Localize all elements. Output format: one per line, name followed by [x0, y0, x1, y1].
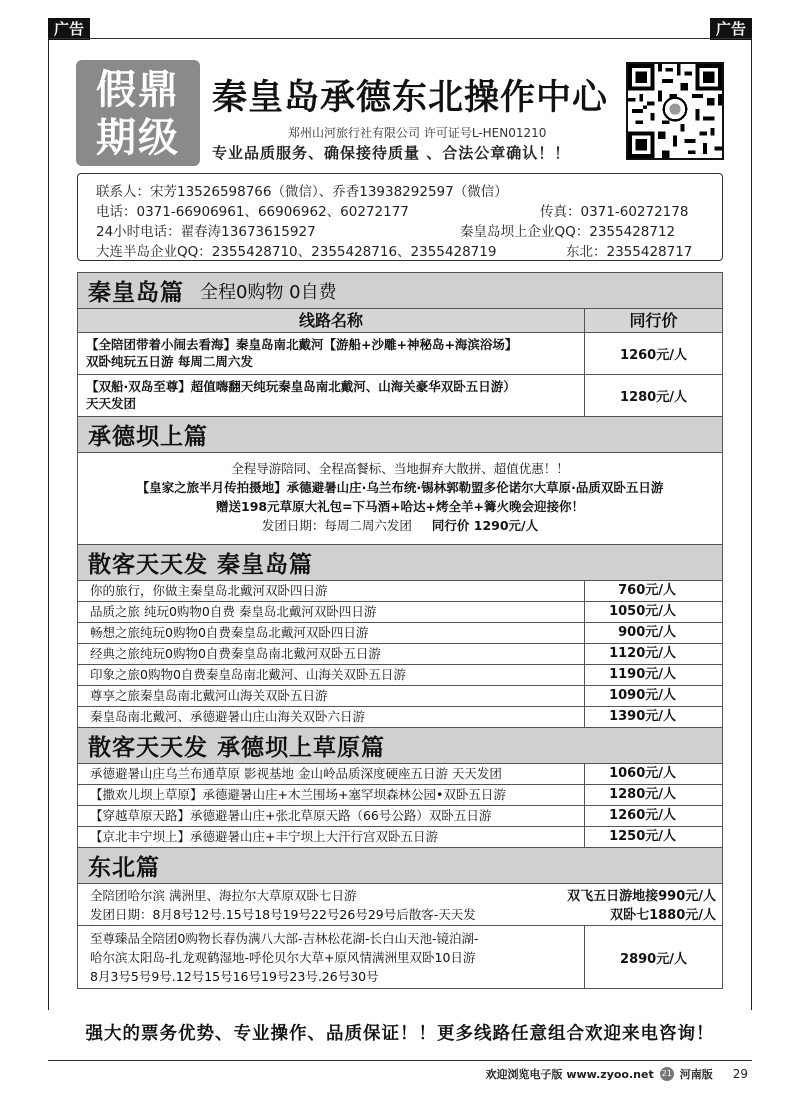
route-name: 畅想之旅纯玩0购物0自费秦皇岛北戴河双卧四日游: [78, 623, 585, 643]
edition-label: 河南版: [679, 1068, 713, 1081]
company-name: 郑州山河旅行社有限公司 许可证号L-HEN01210: [288, 126, 547, 140]
route-line: 【全陪团带着小闹去看海】秦皇岛南北戴河【游船+沙雕+神秘岛+海滨浴场】: [86, 337, 518, 352]
route-price: 1390元/人: [609, 709, 676, 724]
section-header-daily-chengde: [77, 727, 723, 763]
logo-line-2: 期级: [96, 114, 180, 161]
route-name: 【京北丰宁坝上】承德避暑山庄+丰宁坝上大汗行宫双卧五日游: [78, 827, 585, 847]
table-row: [77, 784, 723, 805]
table-row: [77, 763, 723, 784]
route-price: 1280元/人: [620, 390, 687, 405]
section-title: 承德坝上篇: [88, 424, 208, 450]
route-price: 双飞五日游地接990元/人: [567, 889, 716, 904]
table-row: [77, 826, 723, 847]
table-row: [77, 622, 723, 643]
bottom-rule: [48, 1060, 752, 1061]
route-price: 1280元/人: [609, 787, 676, 802]
browse-link[interactable]: 欢迎浏览电子版 www.zyoo.net: [485, 1068, 654, 1081]
route-price: 1090元/人: [609, 688, 676, 703]
promo-line: 全程导游陪同、全程高餐标、当地摒弃大散拼、超值优惠！！: [231, 461, 569, 476]
agency-logo: [76, 60, 200, 166]
route-line: 双卧纯玩五日游 每周二周六发: [86, 354, 253, 369]
top-rule: [48, 38, 752, 39]
route-name: 【穿越草原天路】承德避暑山庄+张北草原天路（66号公路）双卧五日游: [78, 806, 585, 826]
route-name: 尊享之旅秦皇岛南北戴河山海关双卧五日游: [78, 686, 585, 706]
chengde-promo: [77, 452, 723, 544]
section-header-qinhuangdao: [77, 272, 723, 308]
contact-persons: 联系人：宋芳13526598766（微信）、乔香13938292597（微信）: [96, 184, 508, 200]
promo-line: 【皇家之旅半月传拍摄地】承德避暑山庄·乌兰布统·锡林郭勒盟多伦诺尔大草原·品质双卧五日游: [136, 480, 664, 495]
route-name: 秦皇岛南北戴河、承德避暑山庄山海关双卧六日游: [78, 707, 585, 727]
table-row: [77, 664, 723, 685]
route-name: 经典之旅纯玩0购物0自费秦皇岛南北戴河双卧五日游: [78, 644, 585, 664]
ad-label-right: 广告: [710, 18, 752, 40]
ad-label-left: 广告: [48, 18, 90, 40]
section-title: 散客天天发 承德坝上草原篇: [88, 735, 386, 761]
route-price: 900元/人: [618, 625, 676, 640]
page-title: 秦皇岛承德东北操作中心: [212, 77, 609, 118]
table-row: [77, 374, 723, 416]
route-price: 1260元/人: [609, 808, 676, 823]
section-header-northeast: [77, 847, 723, 883]
table-row: [77, 706, 723, 727]
route-line: 全陪团哈尔滨 满洲里、海拉尔大草原双卧七日游: [90, 888, 357, 903]
section-title: 东北篇: [88, 855, 160, 881]
contact-hotline: 24小时电话：翟春涛13673615927: [96, 224, 316, 240]
route-price: 1060元/人: [609, 766, 676, 781]
route-price: 2890元/人: [620, 951, 687, 967]
table-row: [77, 925, 723, 989]
table-row: [77, 883, 723, 925]
table-row: [77, 601, 723, 622]
promo-price: 同行价 1290元/人: [431, 518, 539, 533]
route-line: 8月3号5号9号.12号15号16号19号23号.26号30号: [90, 969, 379, 984]
route-line: 至尊臻品全陪团0购物长春伪满八大部-吉林松花湖-长白山天池-镜泊湖-: [90, 931, 479, 946]
route-name: 印象之旅0购物0自费秦皇岛南北戴河、山海关双卧五日游: [78, 665, 585, 685]
col-route-name: 线路名称: [78, 309, 585, 332]
section-subtitle: 全程0购物 0自费: [200, 281, 337, 303]
route-price: 1250元/人: [609, 829, 676, 844]
route-name: 品质之旅 纯玩0购物0自费 秦皇岛北戴河双卧四日游: [78, 602, 585, 622]
logo-line-1: 假鼎: [96, 66, 180, 113]
table-header: [77, 308, 723, 332]
section-header-chengde: [77, 416, 723, 452]
contact-phone: 电话：0371-66906961、66906962、60272177: [96, 204, 409, 220]
page-footer: [486, 1066, 749, 1082]
page-number: 29: [732, 1067, 748, 1081]
departure-dates: 发团日期：每周二周六发团: [261, 518, 412, 533]
contact-qq-northeast: 东北：2355428717: [566, 244, 693, 260]
contact-qq-dalian: 大连半岛企业QQ：2355428710、2355428716、2355428719: [96, 244, 497, 260]
route-price: 双卧七1880元/人: [610, 908, 716, 923]
contact-qq-bashang: 秦皇岛坝上企业QQ：2355428712: [460, 224, 676, 240]
route-line: 哈尔滨太阳岛-扎龙观鹤湿地-呼伦贝尔大草+原风情满洲里双卧10日游: [90, 950, 476, 965]
qr-code-icon: [626, 62, 724, 160]
route-name: 承德避暑山庄乌兰布通草原 影视基地 金山岭品质深度硬座五日游 天天发团: [78, 764, 585, 784]
contact-box: [77, 173, 723, 261]
promo-departure: [78, 516, 722, 535]
route-price: 1190元/人: [609, 667, 676, 682]
route-price: 760元/人: [618, 583, 676, 598]
table-row: [77, 332, 723, 374]
section-header-daily-qinhuangdao: [77, 544, 723, 580]
footer-slogan: 强大的票务优势、专业操作、品质保证！！更多线路任意组合欢迎来电咨询！: [85, 1024, 715, 1044]
table-row: [77, 685, 723, 706]
route-line: 【双船·双岛至尊】超值嗨翻天纯玩秦皇岛南北戴河、山海关豪华双卧五日游）: [86, 379, 516, 394]
route-price: 1260元/人: [620, 348, 687, 363]
contact-fax: 传真：0371-60272178: [540, 204, 689, 220]
route-price: 1050元/人: [609, 604, 676, 619]
route-line: 发团日期：8月8号12号.15号18号19号22号26号29号后散客-天天发: [90, 907, 476, 922]
route-table: [77, 272, 723, 989]
col-price: 同行价: [629, 311, 678, 330]
table-row: [77, 580, 723, 601]
circle-badge: 21: [660, 1067, 674, 1081]
route-name: 你的旅行，你做主秦皇岛北戴河双卧四日游: [78, 581, 585, 601]
section-title: 散客天天发 秦皇岛篇: [88, 552, 314, 578]
section-title: 秦皇岛篇: [88, 280, 184, 306]
table-row: [77, 805, 723, 826]
header-slogan: 专业品质服务、确保接待质量 、合法公章确认！！: [212, 144, 571, 162]
route-price: 1120元/人: [609, 646, 676, 661]
table-row: [77, 643, 723, 664]
route-name: 【撒欢儿坝上草原】承德避暑山庄+木兰围场+塞罕坝森林公园•双卧五日游: [78, 785, 585, 805]
route-line: 天天发团: [86, 396, 137, 411]
promo-line: 赠送198元草原大礼包=下马酒+哈达+烤全羊+篝火晚会迎接你！: [216, 499, 584, 514]
